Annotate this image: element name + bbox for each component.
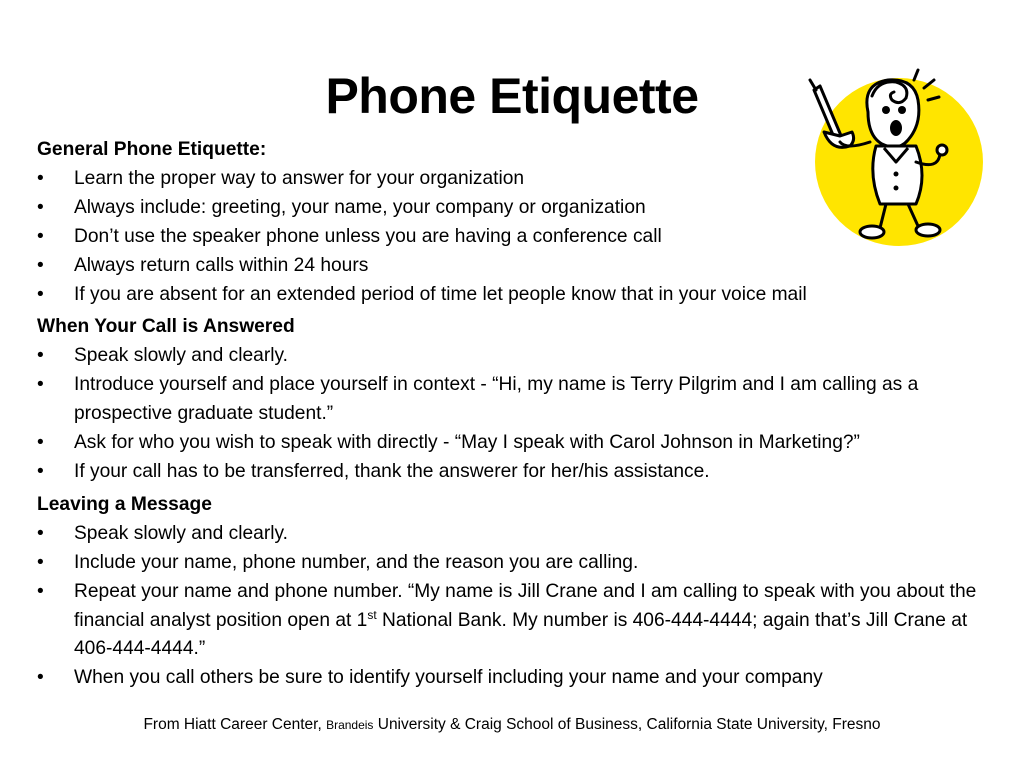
list-item [37,165,1007,194]
footer-text-part1: From Hiatt Career Center, [143,716,327,733]
list-item [37,429,1007,458]
section-heading: General Phone Etiquette: [37,139,267,160]
slide-content [37,136,1007,693]
list-item [37,520,1007,549]
bullet-text: Don’t use the speaker phone unless you are having a conference call [74,225,662,247]
bullet-marker: • [37,254,44,276]
bullet-text: If your call has to be transferred, thank the answerer for her/his assistance. [74,460,710,482]
bullet-text: When you call others be sure to identify yourself including your name and your company [74,667,823,689]
bullet-marker: • [37,167,44,189]
footer-text-small: Brandeis [326,718,374,732]
bullet-text: Always return calls within 24 hours [74,254,369,276]
section-leaving-message [37,491,1007,693]
bullet-marker: • [37,345,44,367]
bullet-text: Speak slowly and clearly. [74,345,289,367]
ordinal-superscript: st [367,607,377,622]
bullet-marker: • [37,374,44,396]
bullet-text: Always include: greeting, your name, your company or organization [74,196,646,218]
list-item [37,252,1007,281]
bullet-marker: • [37,460,44,482]
list-item [37,578,1007,665]
section-general [37,136,1007,309]
section-heading: When Your Call is Answered [37,316,295,338]
bullet-text: If you are absent for an extended period of time let people know that in your voice mail [74,283,807,305]
footer-text-part3: University & Craig School of Business, California State University, Fresno [373,716,881,733]
bullet-text: Introduce yourself and place yourself in context - “Hi, my name is Terry Pilgrim and I am calling as a prospective graduate student.” [74,374,919,425]
section-heading: Leaving a Message [37,493,212,515]
bullet-marker: • [37,522,44,544]
bullet-marker: • [37,225,44,247]
bullet-list [37,342,1007,487]
section-call-answered [37,313,1007,486]
source-footer [0,714,1024,736]
list-item [37,549,1007,578]
bullet-text-before: Repeat your name and phone number. “My name is Jill Crane and I am calling to speak with you about the financial analyst position open at 1 [74,580,977,631]
list-item [37,371,1007,429]
bullet-text: Learn the proper way to answer for your organization [74,167,525,189]
list-item [37,223,1007,252]
bullet-text: Ask for who you wish to speak with directly - “May I speak with Carol Johnson in Marketing?” [74,432,860,454]
bullet-marker: • [37,667,44,689]
bullet-marker: • [37,196,44,218]
list-item [37,664,1007,693]
slide-title: Phone Etiquette [325,68,699,124]
bullet-text: Include your name, phone number, and the reason you are calling. [74,551,639,573]
list-item [37,458,1007,487]
list-item [37,194,1007,223]
bullet-text: Speak slowly and clearly. [74,522,289,544]
bullet-list [37,520,1007,693]
bullet-list [37,165,1007,310]
bullet-marker: • [37,580,44,602]
bullet-text-after: National Bank. My number is 406-444-4444; again that’s Jill Crane at 406-444-4444.” [74,609,968,660]
bullet-marker: • [37,432,44,454]
bullet-marker: • [37,551,44,573]
list-item [37,281,1007,310]
list-item [37,342,1007,371]
bullet-marker: • [37,283,44,305]
